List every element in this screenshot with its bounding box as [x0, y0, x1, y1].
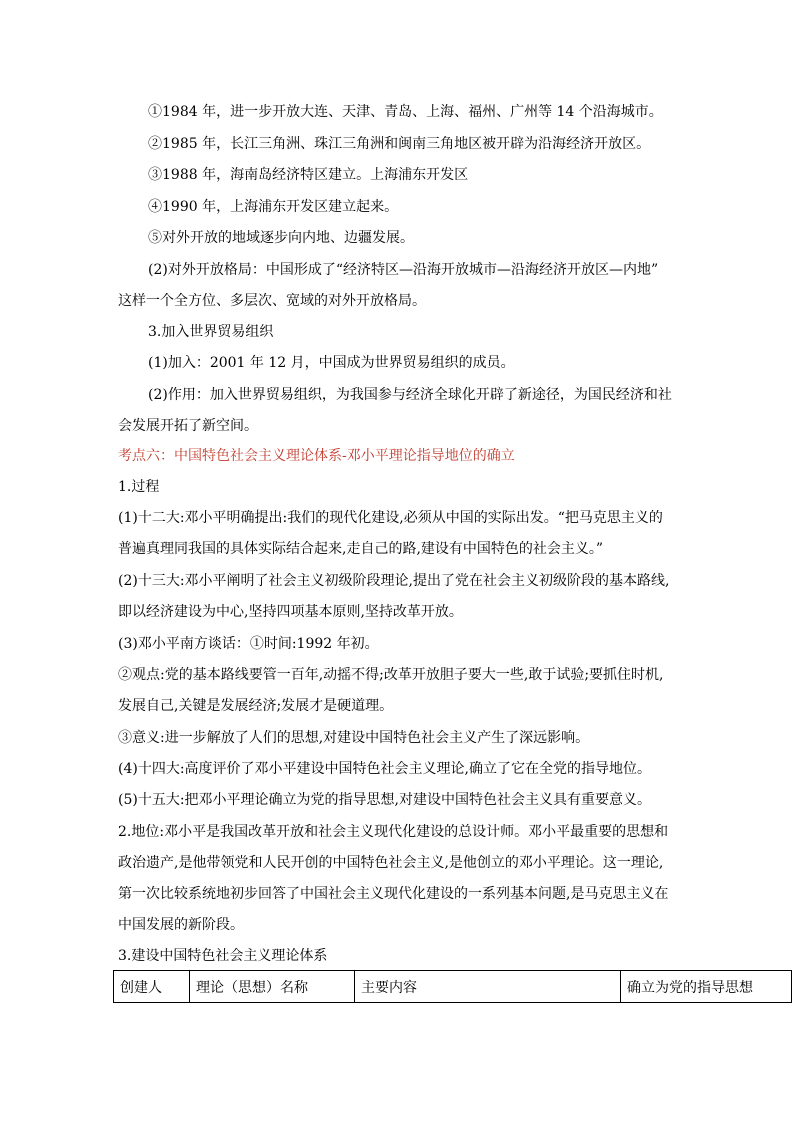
table-header-cell: 确立为党的指导思想 [621, 971, 792, 1003]
theory-table [113, 970, 792, 1003]
text-line-15th: (5)十五大:把邓小平理论确立为党的指导思想,对建设中国特色社会主义具有重要意义。 [118, 792, 651, 808]
text-line-1988: ③1988 年，海南岛经济特区建立。上海浦东开发区 [148, 167, 469, 183]
table-header-cell: 创建人 [114, 971, 190, 1003]
text-line-12th: (1)十二大:邓小平明确提出:我们的现代化建设,必须从中国的实际出发。“把马克思主义的 [118, 510, 663, 526]
heading-theory-system: 3.建设中国特色社会主义理论体系 [118, 948, 328, 964]
table-header-cell: 理论（思想）名称 [190, 971, 355, 1003]
text-line-significance: ③意义:进一步解放了人们的思想,对建设中国特色社会主义产生了深远影响。 [118, 730, 590, 746]
text-line-status: 2.地位:邓小平是我国改革开放和社会主义现代化建设的总设计师。邓小平最重要的思想和 [118, 824, 669, 840]
text-line-status-3: 第一次比较系统地初步回答了中国社会主义现代化建设的一系列基本问题,是马克思主义在 [118, 886, 669, 902]
text-line-12th-cont: 普遍真理同我国的具体实际结合起来,走自己的路,建设有中国特色的社会主义。” [118, 541, 604, 557]
text-line-wto-effect: (2)作用：加入世界贸易组织，为我国参与经济全球化开辟了新途径，为国民经济和社 [148, 387, 672, 403]
text-line-wto-effect-cont: 会发展开拓了新空间。 [118, 418, 258, 434]
text-line-viewpoint-cont: 发展自己,关键是发展经济;发展才是硬道理。 [118, 698, 394, 714]
text-line-1984: ①1984 年，进一步开放大连、天津、青岛、上海、福州、广州等 14 个沿海城市。 [148, 104, 663, 120]
text-line-pattern-cont: 这样一个全方位、多层次、宽域的对外开放格局。 [118, 293, 426, 309]
section-heading: 考点六：中国特色社会主义理论体系-邓小平理论指导地位的确立 [118, 448, 515, 464]
text-line-wto-join: (1)加入：2001 年 12 月，中国成为世界贸易组织的成员。 [148, 355, 515, 371]
heading-process: 1.过程 [118, 479, 160, 495]
text-line-13th: (2)十三大:邓小平阐明了社会主义初级阶段理论,提出了党在社会主义初级阶段的基本路线, [118, 573, 670, 589]
text-line-1985: ②1985 年，长江三角洲、珠江三角洲和闽南三角地区被开辟为沿海经济开放区。 [148, 136, 651, 152]
text-line-1990: ④1990 年，上海浦东开发区建立起来。 [148, 199, 399, 215]
heading-wto: 3.加入世界贸易组织 [148, 324, 274, 340]
text-line-status-4: 中国发展的新阶段。 [118, 917, 244, 933]
table-header-row [114, 971, 792, 1003]
text-line-13th-cont: 即以经济建设为中心,坚持四项基本原则,坚持改革开放。 [118, 604, 463, 620]
table-header-cell: 主要内容 [355, 971, 621, 1003]
text-line-status-2: 政治遗产,是他带领党和人民开创的中国特色社会主义,是他创立的邓小平理论。这一理论, [118, 855, 664, 871]
text-line-viewpoint: ②观点:党的基本路线要管一百年,动摇不得;改革开放胆子要大一些,敢于试验;要抓住时机, [118, 667, 664, 683]
text-line-pattern: (2)对外开放格局：中国形成了“经济特区—沿海开放城市—沿海经济开放区—内地” [148, 262, 659, 278]
text-line-14th: (4)十四大:高度评价了邓小平建设中国特色社会主义理论,确立了它在全党的指导地位。 [118, 761, 651, 777]
text-line-south-talk: (3)邓小平南方谈话：①时间:1992 年初。 [118, 636, 379, 652]
text-line-inland: ⑤对外开放的地域逐步向内地、边疆发展。 [148, 230, 414, 246]
